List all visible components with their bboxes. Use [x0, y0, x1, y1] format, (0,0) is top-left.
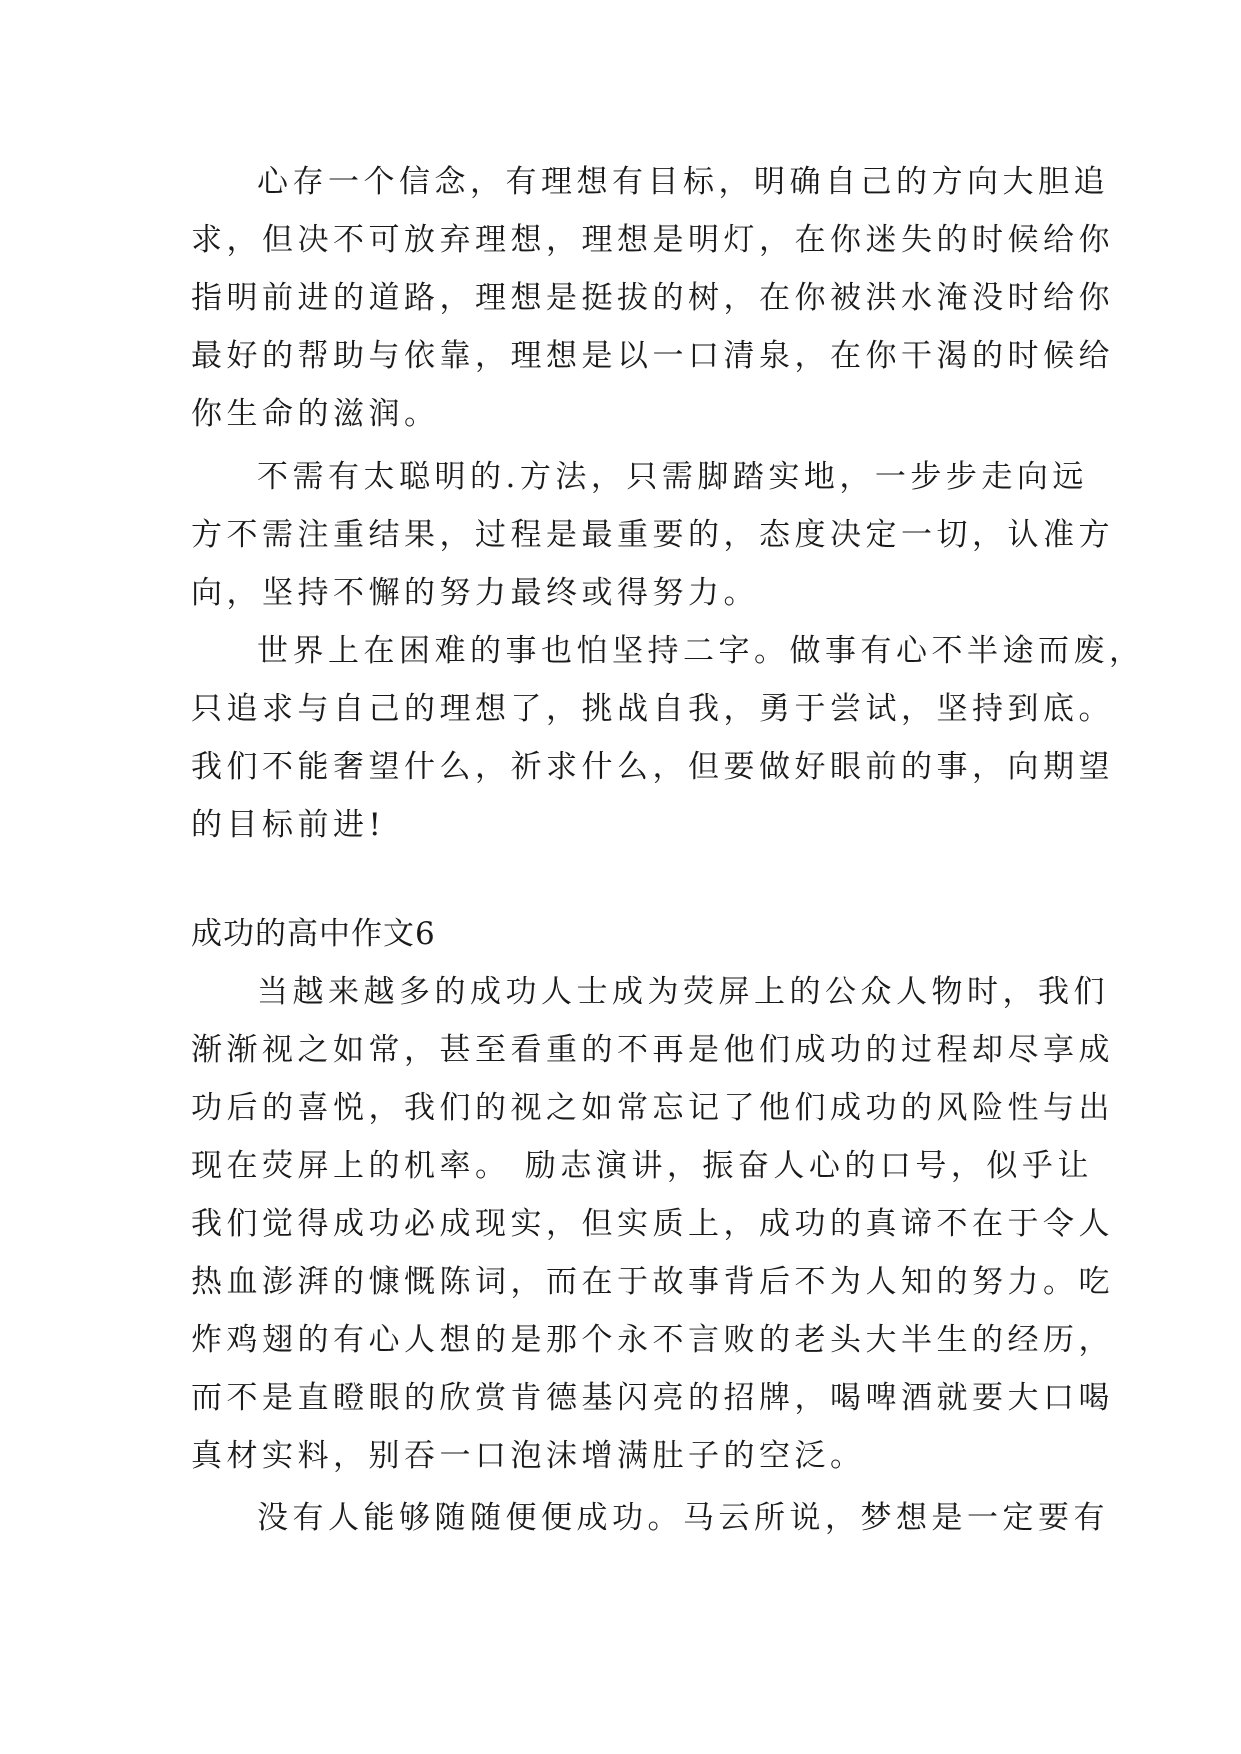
section-heading — [191, 905, 1071, 963]
paragraph-line: 你生命的滋润。 — [191, 396, 440, 432]
paragraph-line: 方不需注重结果，过程是最重要的，态度决定一切，认准方 — [191, 517, 1114, 553]
paragraph-line: 最好的帮助与依靠，理想是以一口清泉，在你干渴的时候给 — [191, 338, 1114, 374]
section-heading-text: 成功的高中作文6 — [191, 916, 436, 952]
paragraph-line: 的目标前进! — [191, 807, 386, 843]
paragraph-line: 心存一个信念，有理想有目标，明确自己的方向大胆追 — [257, 164, 1109, 200]
paragraph — [191, 1489, 1109, 1547]
paragraph-line: 我们觉得成功必成现实，但实质上，成功的真谛不在于令人 — [191, 1206, 1114, 1242]
paragraph-line: 功后的喜悦，我们的视之如常忘记了他们成功的风险性与出 — [191, 1090, 1114, 1126]
paragraph-line: 不需有太聪明的.方法，只需脚踏实地，一步步走向远 — [257, 459, 1088, 495]
paragraph-line: 求，但决不可放弃理想，理想是明灯，在你迷失的时候给你 — [191, 222, 1114, 258]
paragraph — [191, 448, 1114, 622]
paragraph — [191, 963, 1114, 1485]
paragraph-line: 世界上在困难的事也怕坚持二字。做事有心不半途而废， — [257, 633, 1145, 669]
paragraph-line: 真材实料，别吞一口泡沫增满肚子的空泛。 — [191, 1438, 866, 1474]
paragraph-line: 渐渐视之如常，甚至看重的不再是他们成功的过程却尽享成 — [191, 1032, 1114, 1068]
paragraph-line: 向，坚持不懈的努力最终或得努力。 — [191, 575, 759, 611]
paragraph-line: 炸鸡翅的有心人想的是那个永不言败的老头大半生的经历， — [191, 1322, 1114, 1358]
paragraph-line: 而不是直瞪眼的欣赏肯德基闪亮的招牌，喝啤酒就要大口喝 — [191, 1380, 1114, 1416]
paragraph-line: 没有人能够随随便便成功。马云所说，梦想是一定要有 — [257, 1500, 1109, 1536]
paragraph-line: 当越来越多的成功人士成为荧屏上的公众人物时，我们 — [257, 974, 1109, 1010]
paragraph-line: 只追求与自己的理想了，挑战自我，勇于尝试，坚持到底。 — [191, 691, 1114, 727]
paragraph-line: 热血澎湃的慷慨陈词，而在于故事背后不为人知的努力。吃 — [191, 1264, 1114, 1300]
paragraph-line: 现在荧屏上的机率。 励志演讲，振奋人心的口号，似乎让 — [191, 1148, 1093, 1184]
paragraph-line: 我们不能奢望什么，祈求什么，但要做好眼前的事，向期望 — [191, 749, 1114, 785]
paragraph — [191, 622, 1145, 854]
paragraph — [191, 153, 1114, 443]
paragraph-line: 指明前进的道路，理想是挺拔的树，在你被洪水淹没时给你 — [191, 280, 1114, 316]
